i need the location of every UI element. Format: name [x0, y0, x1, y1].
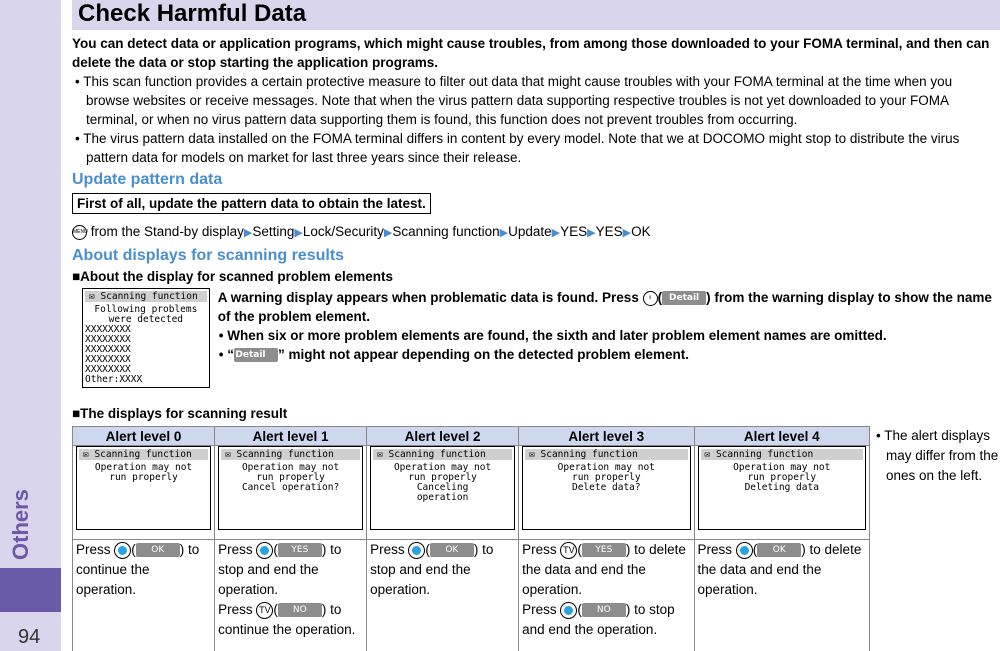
- screen-line: operation: [416, 492, 469, 503]
- alert-screen: [698, 446, 866, 530]
- press-word: Press: [522, 542, 561, 557]
- alert-action-cell: Press ( OK ) to delete the data and end the operation.: [694, 540, 869, 651]
- warning-screen: [82, 288, 210, 388]
- main-content: [72, 34, 998, 388]
- screen-item-list: [83, 325, 209, 385]
- center-key-icon: [736, 542, 753, 559]
- screen-item: XXXXXXXX: [85, 364, 131, 375]
- about-description: A warning display appears when problematic data is found. Press i ( Detail ) from the warning display to show the name of the problem element. • When six or more problem elements are found, the sixth and later problem element names are omitted. • “Detail ” might not appear depending on the detected problem element.: [218, 288, 998, 388]
- arrow-right-icon: ▶: [383, 227, 393, 239]
- soft-key: OK: [430, 543, 474, 557]
- screen-header: ✉ Scanning function: [701, 449, 863, 460]
- alert-screen-cell: [694, 446, 869, 540]
- alert-level-header: Alert level 4: [694, 427, 869, 446]
- about-bullet: • “Detail ” might not appear depending on the detected problem element.: [218, 347, 689, 362]
- screen-line: Deleting data: [744, 482, 819, 493]
- page-title: Check Harmful Data: [72, 0, 1000, 30]
- update-note: First of all, update the pattern data to obtain the latest.: [72, 193, 431, 214]
- intro-bullet: • The virus pattern data installed on the FOMA terminal differs in content by every model. Note that we at DOCOMO might stop to distribute the virus pattern data for models on market for last three years since their release.: [75, 131, 960, 165]
- soft-key: OK: [136, 543, 180, 557]
- side-note: • The alert displays may differ from the ones on the left.: [876, 428, 999, 483]
- press-word: Press: [76, 542, 115, 557]
- alert-level-header: Alert level 2: [367, 427, 519, 446]
- press-word: Press: [370, 542, 409, 557]
- update-steps: [72, 222, 998, 243]
- screen-line: run properly: [256, 472, 325, 483]
- nav-step: Setting: [252, 224, 295, 239]
- action-text: to stop and end the operation.: [370, 542, 494, 597]
- about-display-row: [72, 288, 998, 388]
- screen-header: ✉ Scanning function: [79, 449, 208, 460]
- side-tab-marker: [0, 568, 61, 612]
- alert-action-cell: Press ( YES ) to stop and end the operation. Press TV ( NO ) to continue the operation.: [215, 540, 367, 651]
- alert-level-header: Alert level 1: [215, 427, 367, 446]
- center-key-icon: [114, 542, 131, 559]
- action-text: to continue the operation.: [218, 602, 356, 637]
- screen-item: XXXXXXXX: [85, 324, 131, 335]
- side-tab-label: Others: [8, 489, 33, 560]
- alert-screen-cell: [215, 446, 367, 540]
- screen-line: Operation may not: [94, 462, 193, 473]
- arrow-right-icon: ▶: [294, 227, 303, 239]
- nav-step: Scanning function: [392, 224, 500, 239]
- arrow-right-icon: ▶: [551, 227, 561, 239]
- about-subheading: ■About the display for scanned problem elements: [72, 269, 393, 284]
- nav-step: YES: [560, 224, 588, 239]
- alert-screen-cell: [73, 446, 215, 540]
- press-word: Press: [218, 602, 257, 617]
- screen-line: Canceling: [416, 482, 469, 493]
- center-key-icon: [560, 602, 577, 619]
- screen-line: run properly: [109, 472, 178, 483]
- action-text: to delete the data and end the operation.: [522, 542, 686, 597]
- about-bullet: • When six or more problem elements are found, the sixth and later problem element names are omitted.: [218, 328, 887, 343]
- action-text: to stop and end the operation.: [218, 542, 342, 597]
- alert-screen-cell: [519, 446, 694, 540]
- screen-line: run properly: [408, 472, 477, 483]
- nav-step: Update: [508, 224, 552, 239]
- nav-step: OK: [631, 224, 651, 239]
- alert-screen: [370, 446, 515, 530]
- arrow-right-icon: ▶: [587, 227, 596, 239]
- alert-action-cell: Press TV ( YES ) to delete the data and end the operation. Press ( NO ) to stop and end the operation.: [519, 540, 694, 651]
- action-text: to delete the data and end the operation.: [697, 542, 862, 597]
- nav-prefix: from the Stand-by display: [90, 224, 244, 239]
- alert-screen-cell: [367, 446, 519, 540]
- detail-soft-key: Detail: [662, 291, 706, 305]
- intro-lead: You can detect data or application programs, which might cause troubles, from among those downloaded to your FOMA terminal, and then can delete the data or stop starting the application programs.: [72, 36, 990, 70]
- arrow-right-icon: ▶: [243, 227, 253, 239]
- alert-screen: [218, 446, 363, 530]
- action-text: to stop and end the operation.: [522, 602, 675, 637]
- screen-line: Operation may not: [393, 462, 492, 473]
- soft-key: OK: [757, 543, 801, 557]
- screen-line: run properly: [571, 472, 641, 483]
- press-word: Press: [697, 542, 736, 557]
- screen-header: ✉ Scanning function: [85, 291, 207, 302]
- camera-key-icon: TV: [560, 542, 577, 559]
- results-heading: ■The displays for scanning result: [72, 406, 288, 421]
- soft-key: NO: [278, 603, 322, 617]
- camera-key-icon: TV: [256, 602, 273, 619]
- screen-line: Cancel operation?: [241, 482, 340, 493]
- soft-key: YES: [278, 543, 322, 557]
- screen-line: Operation may not: [733, 462, 831, 473]
- press-word: Press: [218, 542, 257, 557]
- screen-item: Other:XXXX: [85, 374, 143, 385]
- alert-screen: [76, 446, 211, 530]
- nav-step: YES: [595, 224, 623, 239]
- soft-key: NO: [582, 603, 626, 617]
- center-key-icon: [256, 542, 273, 559]
- intro-bullet: • This scan function provides a certain protective measure to filter out data that might cause troubles with your FOMA terminal at the time when you browse websites or receive messages. Note that when the virus pattern data supporting respective troubles is not yet downloaded to your FOMA terminal, or when no virus pattern data supporting them is found, this function does not prevent troubles from occurring.: [75, 74, 953, 127]
- arrow-right-icon: ▶: [622, 227, 632, 239]
- screen-line: were detected: [108, 314, 184, 325]
- screen-item: XXXXXXXX: [85, 334, 131, 345]
- alert-level-header: Alert level 3: [519, 427, 694, 446]
- screen-header: ✉ Scanning function: [373, 449, 512, 460]
- alert-table: [72, 426, 870, 651]
- i-key-icon: i: [643, 291, 658, 306]
- soft-key: YES: [582, 543, 626, 557]
- screen-header: ✉ Scanning function: [221, 449, 360, 460]
- press-word: Press: [522, 602, 561, 617]
- nav-step: Lock/Security: [302, 224, 384, 239]
- update-heading: Update pattern data: [72, 171, 223, 188]
- screen-item: XXXXXXXX: [85, 354, 131, 365]
- alert-action-cell: Press ( OK ) to continue the operation.: [73, 540, 215, 651]
- screen-line: run properly: [747, 472, 817, 483]
- about-heading: About displays for scanning results: [72, 247, 345, 264]
- alert-screen: [522, 446, 690, 530]
- screen-header: ✉ Scanning function: [525, 449, 687, 460]
- menu-key-icon: MENU: [72, 225, 87, 240]
- page-number: 94: [18, 626, 41, 648]
- screen-line: Operation may not: [557, 462, 655, 473]
- screen-line: Delete data?: [571, 482, 641, 493]
- screen-item: XXXXXXXX: [85, 344, 131, 355]
- alert-action-cell: Press ( OK ) to stop and end the operation.: [367, 540, 519, 651]
- arrow-right-icon: ▶: [499, 227, 509, 239]
- alert-level-header: Alert level 0: [73, 427, 215, 446]
- screen-line: Following problems: [94, 304, 198, 315]
- action-text: to continue the operation.: [76, 542, 200, 597]
- detail-soft-key: Detail: [234, 348, 278, 362]
- screen-line: Operation may not: [241, 462, 340, 473]
- center-key-icon: [408, 542, 425, 559]
